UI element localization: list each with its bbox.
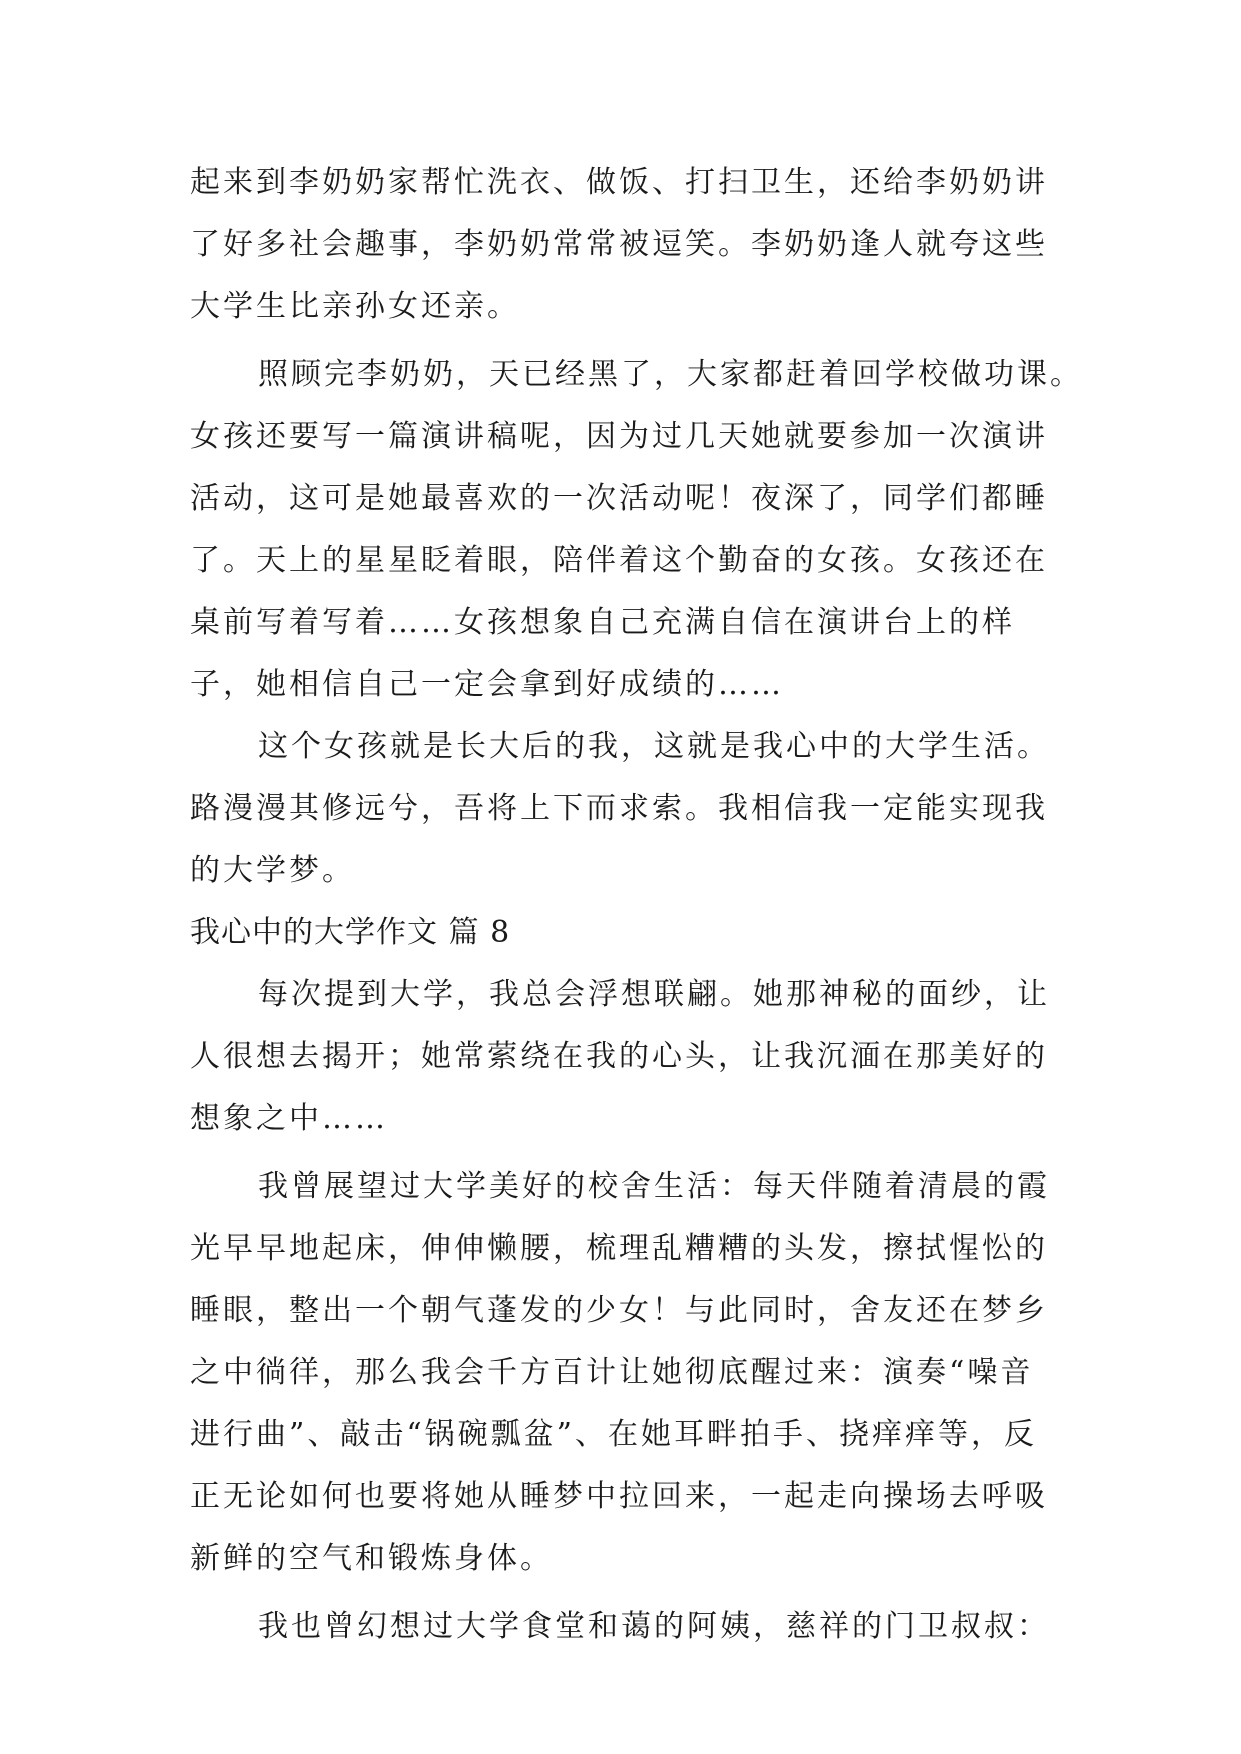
text-line: 大学生比亲孙女还亲。: [190, 289, 520, 324]
text-line: 起来到李奶奶家帮忙洗衣、做饭、打扫卫生，还给李奶奶讲: [190, 165, 1048, 200]
text-line: 睡眼，整出一个朝气蓬发的少女！与此同时，舍友还在梦乡: [190, 1293, 1048, 1328]
text-line: 想象之中……: [190, 1101, 388, 1136]
paragraph-first-line: 我也曾幻想过大学食堂和蔼的阿姨，慈祥的门卫叔叔：: [258, 1609, 1050, 1644]
text-line: 了。天上的星星眨着眼，陪伴着这个勤奋的女孩。女孩还在: [190, 543, 1048, 578]
document-body: [190, 152, 1083, 1658]
text-line: 光早早地起床，伸伸懒腰，梳理乱糟糟的头发，擦拭惺忪的: [190, 1231, 1048, 1266]
text-line: 人很想去揭开；她常萦绕在我的心头，让我沉湎在那美好的: [190, 1039, 1048, 1074]
paragraph-first-line: 这个女孩就是长大后的我，这就是我心中的大学生活。: [258, 729, 1050, 764]
text-line: 进行曲”、敲击“锅碗瓢盆”、在她耳畔拍手、挠痒痒等，反: [190, 1417, 1038, 1452]
text-line: 活动，这可是她最喜欢的一次活动呢！夜深了，同学们都睡: [190, 481, 1048, 516]
paragraph-first-line: 照顾完李奶奶，天已经黑了，大家都赶着回学校做功课。: [258, 357, 1083, 392]
paragraph-first-line: 我曾展望过大学美好的校舍生活：每天伴随着清晨的霞: [258, 1169, 1050, 1204]
text-line: 路漫漫其修远兮，吾将上下而求索。我相信我一定能实现我: [190, 791, 1048, 826]
text-line: 新鲜的空气和锻炼身体。: [190, 1541, 553, 1576]
text-line: 了好多社会趣事，李奶奶常常被逗笑。李奶奶逢人就夸这些: [190, 227, 1048, 262]
paragraph-first-line: 每次提到大学，我总会浮想联翩。她那神秘的面纱，让: [258, 977, 1050, 1012]
text-line: 正无论如何也要将她从睡梦中拉回来，一起走向操场去呼吸: [190, 1479, 1048, 1514]
text-line: 之中徜徉，那么我会千方百计让她彻底醒过来：演奏“噪音: [190, 1355, 1034, 1390]
text-line: 的大学梦。: [190, 853, 355, 888]
section-heading: 我心中的大学作文 篇 8: [190, 915, 511, 950]
text-line: 桌前写着写着……女孩想象自己充满自信在演讲台上的样: [190, 605, 1015, 640]
text-line: 子，她相信自己一定会拿到好成绩的……: [190, 667, 784, 702]
text-line: 女孩还要写一篇演讲稿呢，因为过几天她就要参加一次演讲: [190, 419, 1048, 454]
